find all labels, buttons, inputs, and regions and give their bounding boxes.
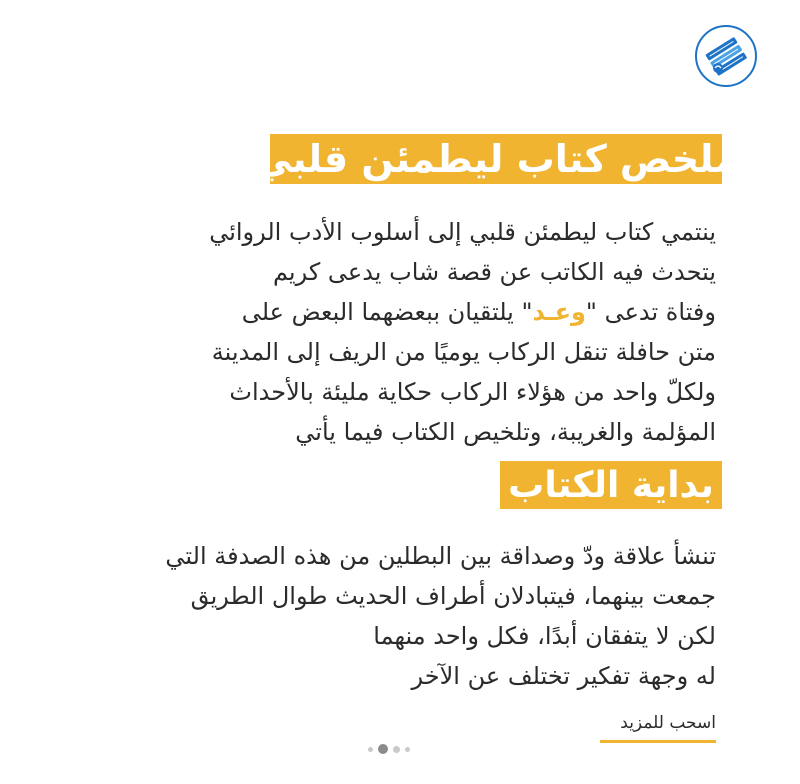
intro-line: متن حافلة تنقل الركاب يوميًا من الريف إلى المدينة: [211, 338, 716, 366]
intro-line: [242, 296, 716, 328]
swipe-more-link[interactable]: اسحب للمزيد: [600, 712, 716, 743]
book-logo-icon: [694, 24, 758, 88]
brand-logo: [694, 24, 758, 88]
intro-line: يتحدث فيه الكاتب عن قصة شاب يدعى كريم: [272, 258, 716, 286]
page-title: ملخص كتاب ليطمئن قلبي: [270, 134, 722, 184]
section-line: تنشأ علاقة ودّ وصداقة بين البطلين من هذه الصدفة التي: [165, 542, 716, 570]
intro-line: ولكلّ واحد من هؤلاء الركاب حكاية مليئة بالأحداث: [229, 378, 716, 406]
section-line: له وجهة تفكير تختلف عن الآخر: [411, 662, 716, 690]
carousel-dot[interactable]: [393, 746, 400, 753]
carousel-indicator: [368, 743, 410, 755]
intro-text: " يلتقيان ببعضهما البعض على: [241, 298, 533, 326]
character-name-highlight: وعـد: [532, 298, 586, 326]
section-line: لكن لا يتفقان أبدًا، فكل واحد منهما: [373, 622, 716, 650]
section-line: جمعت بينهما، فيتبادلان أطراف الحديث طوال الطريق: [190, 582, 716, 610]
section-title: بداية الكتاب: [500, 461, 722, 509]
intro-line: المؤلمة والغريبة، وتلخيص الكتاب فيما يأتي: [295, 418, 716, 446]
intro-text: وفتاة تدعى ": [585, 298, 716, 326]
carousel-dot[interactable]: [368, 747, 373, 752]
carousel-dot[interactable]: [405, 747, 410, 752]
carousel-dot-active[interactable]: [378, 744, 388, 754]
intro-line: ينتمي كتاب ليطمئن قلبي إلى أسلوب الأدب الروائي: [209, 218, 716, 246]
